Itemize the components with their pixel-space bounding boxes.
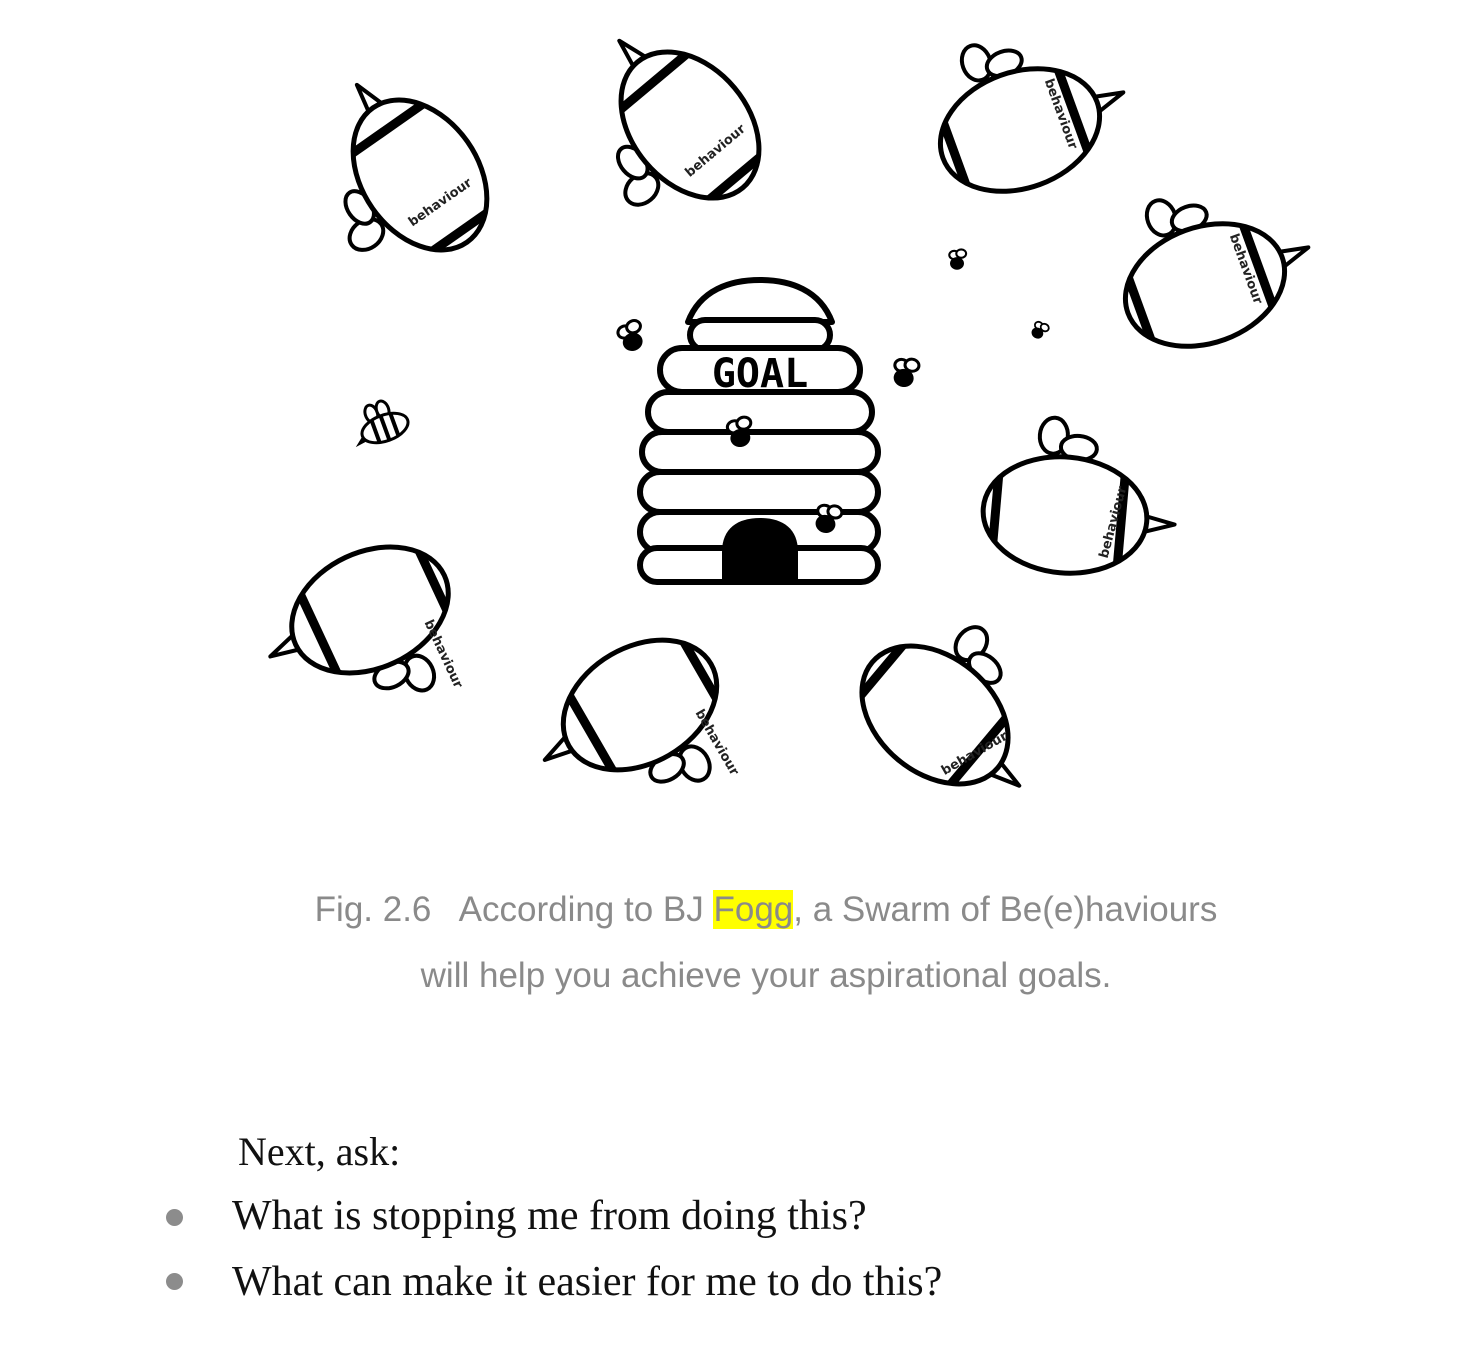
figure-caption-line-2: will help you achieve your aspirational goals.	[420, 956, 1112, 995]
caption-suffix: , a Swarm of Be(e)haviours	[793, 890, 1218, 929]
bee-4	[1095, 157, 1332, 379]
bee-7	[510, 603, 765, 853]
bee-4-label: behaviour	[1225, 231, 1266, 307]
bee-8-label: behaviour	[939, 728, 1011, 779]
bee-6	[241, 512, 490, 755]
bullet-dot	[166, 1273, 183, 1290]
bee-2	[546, 0, 797, 250]
small-bee-6	[1029, 319, 1050, 341]
bee-5-label: behaviour	[1096, 484, 1131, 560]
bee-1-label: behaviour	[405, 175, 475, 231]
striped-bee	[344, 394, 412, 451]
beehive	[640, 280, 878, 582]
goal-label: GOAL	[711, 351, 809, 397]
small-bee-2	[891, 356, 920, 389]
bee-1	[278, 45, 524, 297]
bee-3	[910, 2, 1147, 224]
bee-2-label: behaviour	[682, 121, 749, 181]
question-list-item: What can make it easier for me to do this?	[232, 1259, 943, 1305]
caption-highlighted-word: Fogg	[713, 890, 794, 929]
caption-prefix: Fig. 2.6 According to BJ	[314, 890, 714, 929]
bee-3-label: behaviour	[1040, 76, 1081, 152]
question-list-item: What is stopping me from doing this?	[232, 1193, 867, 1239]
bee-7-label: behaviour	[691, 706, 742, 779]
bee-5	[977, 412, 1183, 594]
next-ask-heading: Next, ask:	[238, 1129, 401, 1174]
bee-8	[827, 589, 1081, 840]
small-bee-5	[949, 249, 966, 269]
small-bee-1	[616, 319, 648, 354]
bullet-dot	[166, 1209, 183, 1226]
bee-6-label: behaviour	[420, 617, 466, 691]
figure-caption-line-1	[34, 890, 1464, 930]
